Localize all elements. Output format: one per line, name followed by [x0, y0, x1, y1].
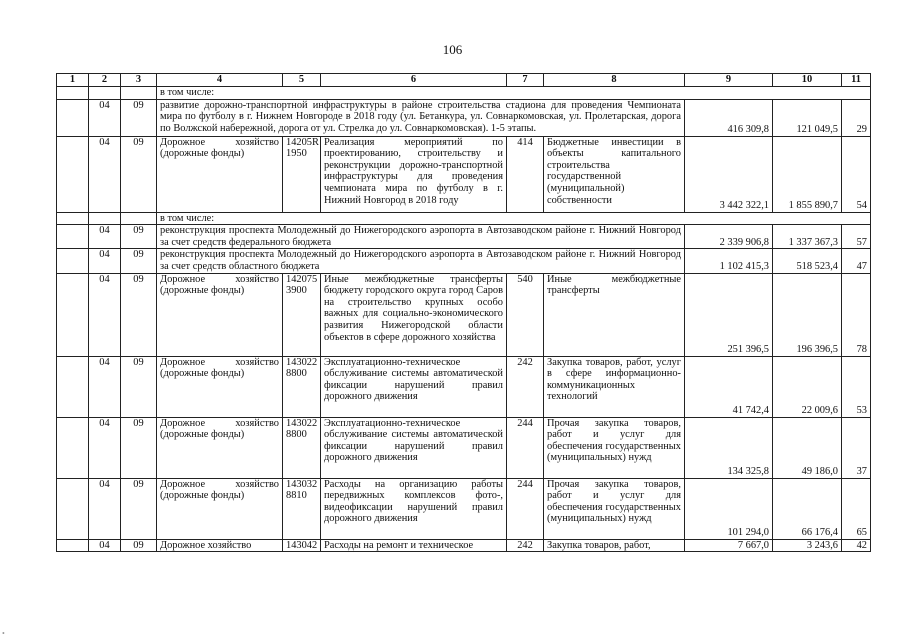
cell-expense-name: Эксплуатационно-техническое обслуживание системы автоматической фиксации нарушений правил дорожного движения — [321, 417, 507, 478]
cell-col-1 — [57, 99, 89, 136]
table-row — [57, 273, 871, 356]
header-row — [57, 74, 871, 87]
cell-section: 04 — [89, 249, 121, 273]
cell-subsection: 09 — [121, 225, 157, 249]
cell-col-2 — [89, 212, 121, 225]
cell-expense-name: Реализация мероприятий по проектированию, строительству и реконструкции дорожно-транспортной инфраструктуры для проведения чемпионата мира по футболу в г. Нижний Новгород в 2018 году — [321, 136, 507, 212]
table-row — [57, 225, 871, 249]
cell-description: развитие дорожно-транспортной инфраструктуры в районе строительства стадиона для проведения Чемпионата мира по футболу в г. Нижнем Новгороде в 2018 году (ул. Бетанкура, ул. Совнаркомовская, ул. Пролетарская, дорога по Волжской набережной, дорога от ул. Стрелка до ул. Совнаркомовская). 1-5 этапы. — [157, 99, 685, 136]
budget-table — [56, 73, 871, 552]
cell-subsection: 09 — [121, 136, 157, 212]
table-row — [57, 212, 871, 225]
cell-percent: 54 — [842, 136, 871, 212]
cell-expense-type-name: Закупка товаров, работ, услуг в сфере информационно-коммуникационных технологий — [544, 356, 685, 417]
cell-col-1 — [57, 225, 89, 249]
cell-expense-name: Расходы на организацию работы передвижных комплексов фото-, видеофиксации нарушений правил дорожного движения — [321, 478, 507, 539]
cell-col-1 — [57, 356, 89, 417]
cell-amount-actual: 1 337 367,3 — [773, 225, 842, 249]
cell-amount-plan: 2 339 906,8 — [685, 225, 773, 249]
header-col-10: 10 — [773, 74, 842, 87]
cell-expense-type-code: 244 — [507, 478, 544, 539]
cell-section: 04 — [89, 136, 121, 212]
cell-percent: 78 — [842, 273, 871, 356]
cell-percent: 53 — [842, 356, 871, 417]
cell-category: Дорожное хозяйство (дорожные фонды) — [157, 273, 283, 356]
header-col-4: 4 — [157, 74, 283, 87]
cell-expense-type-code: 540 — [507, 273, 544, 356]
cell-section: 04 — [89, 273, 121, 356]
table-row — [57, 136, 871, 212]
cell-category: Дорожное хозяйство (дорожные фонды) — [157, 417, 283, 478]
cell-subsection: 09 — [121, 478, 157, 539]
scan-edge-mark: • — [2, 629, 5, 638]
cell-expense-type-code: 242 — [507, 356, 544, 417]
header-col-6: 6 — [321, 74, 507, 87]
cell-percent: 29 — [842, 99, 871, 136]
cell-amount-plan: 1 102 415,3 — [685, 249, 773, 273]
cell-amount-actual: 196 396,5 — [773, 273, 842, 356]
cell-expense-name: Эксплуатационно-техническое обслуживание системы автоматической фиксации нарушений правил дорожного движения — [321, 356, 507, 417]
cell-amount-plan: 251 396,5 — [685, 273, 773, 356]
header-col-2: 2 — [89, 74, 121, 87]
cell-target-code: 143022 8800 — [283, 417, 321, 478]
cell-expense-type-code: 414 — [507, 136, 544, 212]
cell-percent: 65 — [842, 478, 871, 539]
cell-target-code: 143032 8810 — [283, 478, 321, 539]
cell-target-code: 143022 8800 — [283, 356, 321, 417]
table-row — [57, 249, 871, 273]
table-row — [57, 87, 871, 100]
table-row — [57, 539, 871, 552]
cell-expense-name: Иные межбюджетные трансферты бюджету городского округа город Саров на строительство крупных особо важных для социально-экономического развития Нижегородской области объектов в сфере дорожного хозяйства — [321, 273, 507, 356]
cell-amount-plan: 416 309,8 — [685, 99, 773, 136]
cell-col-1 — [57, 273, 89, 356]
header-col-7: 7 — [507, 74, 544, 87]
cell-subsection: 09 — [121, 99, 157, 136]
subtotal-label: в том числе: — [157, 87, 871, 100]
cell-subsection: 09 — [121, 273, 157, 356]
cell-col-1 — [57, 417, 89, 478]
cell-col-3 — [121, 212, 157, 225]
cell-section: 04 — [89, 356, 121, 417]
cell-amount-actual: 3 243,6 — [773, 539, 842, 552]
cell-percent: 42 — [842, 539, 871, 552]
cell-category: Дорожное хозяйство (дорожные фонды) — [157, 136, 283, 212]
cell-expense-type-code: 242 — [507, 539, 544, 552]
table-row — [57, 99, 871, 136]
cell-col-1 — [57, 249, 89, 273]
cell-expense-type-name: Бюджетные инвестиции в объекты капитального строительства государственной (муниципальной) собственности — [544, 136, 685, 212]
cell-amount-actual: 518 523,4 — [773, 249, 842, 273]
cell-description: реконструкция проспекта Молодежный до Нижегородского аэропорта в Автозаводском районе г. Нижний Новгород за счет средств областного бюджета — [157, 249, 685, 273]
subtotal-label: в том числе: — [157, 212, 871, 225]
cell-amount-plan: 101 294,0 — [685, 478, 773, 539]
cell-category: Дорожное хозяйство (дорожные фонды) — [157, 356, 283, 417]
cell-expense-type-name: Закупка товаров, работ, — [544, 539, 685, 552]
header-col-11: 11 — [842, 74, 871, 87]
cell-subsection: 09 — [121, 417, 157, 478]
cell-col-1 — [57, 539, 89, 552]
cell-expense-type-name: Иные межбюджетные трансферты — [544, 273, 685, 356]
cell-subsection: 09 — [121, 249, 157, 273]
cell-category: Дорожное хозяйство (дорожные фонды) — [157, 478, 283, 539]
cell-amount-actual: 66 176,4 — [773, 478, 842, 539]
header-col-8: 8 — [544, 74, 685, 87]
page-number: 106 — [442, 42, 463, 57]
cell-percent: 57 — [842, 225, 871, 249]
header-col-1: 1 — [57, 74, 89, 87]
header-col-3: 3 — [121, 74, 157, 87]
cell-col-1 — [57, 87, 89, 100]
table-row — [57, 478, 871, 539]
cell-amount-plan: 134 325,8 — [685, 417, 773, 478]
cell-amount-actual: 22 009,6 — [773, 356, 842, 417]
cell-amount-plan: 7 667,0 — [685, 539, 773, 552]
cell-col-1 — [57, 136, 89, 212]
cell-amount-actual: 121 049,5 — [773, 99, 842, 136]
cell-expense-type-code: 244 — [507, 417, 544, 478]
cell-amount-actual: 1 855 890,7 — [773, 136, 842, 212]
table-row — [57, 356, 871, 417]
cell-section: 04 — [89, 99, 121, 136]
cell-subsection: 09 — [121, 539, 157, 552]
cell-section: 04 — [89, 539, 121, 552]
cell-amount-plan: 41 742,4 — [685, 356, 773, 417]
cell-target-code: 143042 — [283, 539, 321, 552]
header-col-9: 9 — [685, 74, 773, 87]
cell-description: реконструкция проспекта Молодежный до Нижегородского аэропорта в Автозаводском районе г. Нижний Новгород за счет средств федерального бюджета — [157, 225, 685, 249]
header-col-5: 5 — [283, 74, 321, 87]
cell-section: 04 — [89, 225, 121, 249]
cell-section: 04 — [89, 478, 121, 539]
cell-percent: 37 — [842, 417, 871, 478]
cell-category: Дорожное хозяйство — [157, 539, 283, 552]
cell-subsection: 09 — [121, 356, 157, 417]
cell-expense-type-name: Прочая закупка товаров, работ и услуг для обеспечения государственных (муниципальных) нужд — [544, 478, 685, 539]
cell-expense-name: Расходы на ремонт и техническое — [321, 539, 507, 552]
cell-col-1 — [57, 478, 89, 539]
cell-target-code: 142075 3900 — [283, 273, 321, 356]
cell-amount-actual: 49 186,0 — [773, 417, 842, 478]
cell-col-2 — [89, 87, 121, 100]
cell-amount-plan: 3 442 322,1 — [685, 136, 773, 212]
cell-section: 04 — [89, 417, 121, 478]
cell-col-3 — [121, 87, 157, 100]
table-row — [57, 417, 871, 478]
cell-percent: 47 — [842, 249, 871, 273]
cell-target-code: 14205R 1950 — [283, 136, 321, 212]
cell-col-1 — [57, 212, 89, 225]
cell-expense-type-name: Прочая закупка товаров, работ и услуг для обеспечения государственных (муниципальных) нужд — [544, 417, 685, 478]
